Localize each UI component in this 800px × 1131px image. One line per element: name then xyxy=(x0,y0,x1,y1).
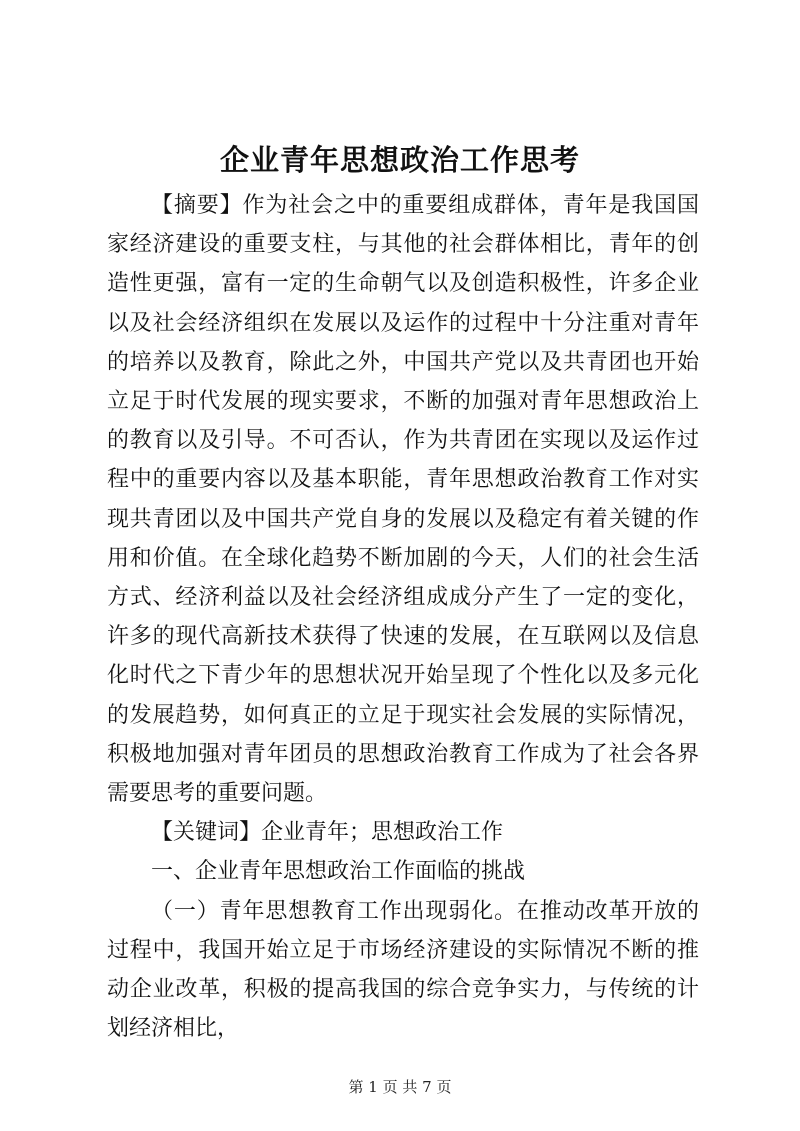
page-footer: 第 1 页 共 7 页 xyxy=(348,1078,452,1096)
subsection-paragraph: （一）青年思想教育工作出现弱化。在推动改革开放的过程中，我国开始立足于市场经济建设的实际情况不断的推动企业改革，积极的提高我国的综合竞争实力，与传统的计划经济相比， xyxy=(107,898,699,1042)
document-body xyxy=(107,186,699,1048)
abstract-paragraph: 【摘要】作为社会之中的重要组成群体，青年是我国国家经济建设的重要支柱，与其他的社会群体相比，青年的创造性更强，富有一定的生命朝气以及创造积极性，许多企业以及社会经济组织在发展以及运作的过程中十分注重对青年的培养以及教育，除此之外，中国共产党以及共青团也开始立足于时代发展的现实要求，不断的加强对青年思想政治上的教育以及引导。不可否认，作为共青团在实现以及运作过程中的重要内容以及基本职能，青年思想政治教育工作对实现共青团以及中国共产党自身的发展以及稳定有着关键的作用和价值。在全球化趋势不断加剧的今天，人们的社会生活方式、经济利益以及社会经济组成成分产生了一定的变化，许多的现代高新技术获得了快速的发展，在互联网以及信息化时代之下青少年的思想状况开始呈现了个性化以及多元化的发展趋势，如何真正的立足于现实社会发展的实际情况，积极地加强对青年团员的思想政治教育工作成为了社会各界需要思考的重要问题。 xyxy=(107,193,699,807)
section-heading: 一、企业青年思想政治工作面临的挑战 xyxy=(151,859,526,885)
document-title: 企业青年思想政治工作思考 xyxy=(219,143,580,177)
keywords-paragraph: 【关键词】企业青年；思想政治工作 xyxy=(151,820,504,846)
